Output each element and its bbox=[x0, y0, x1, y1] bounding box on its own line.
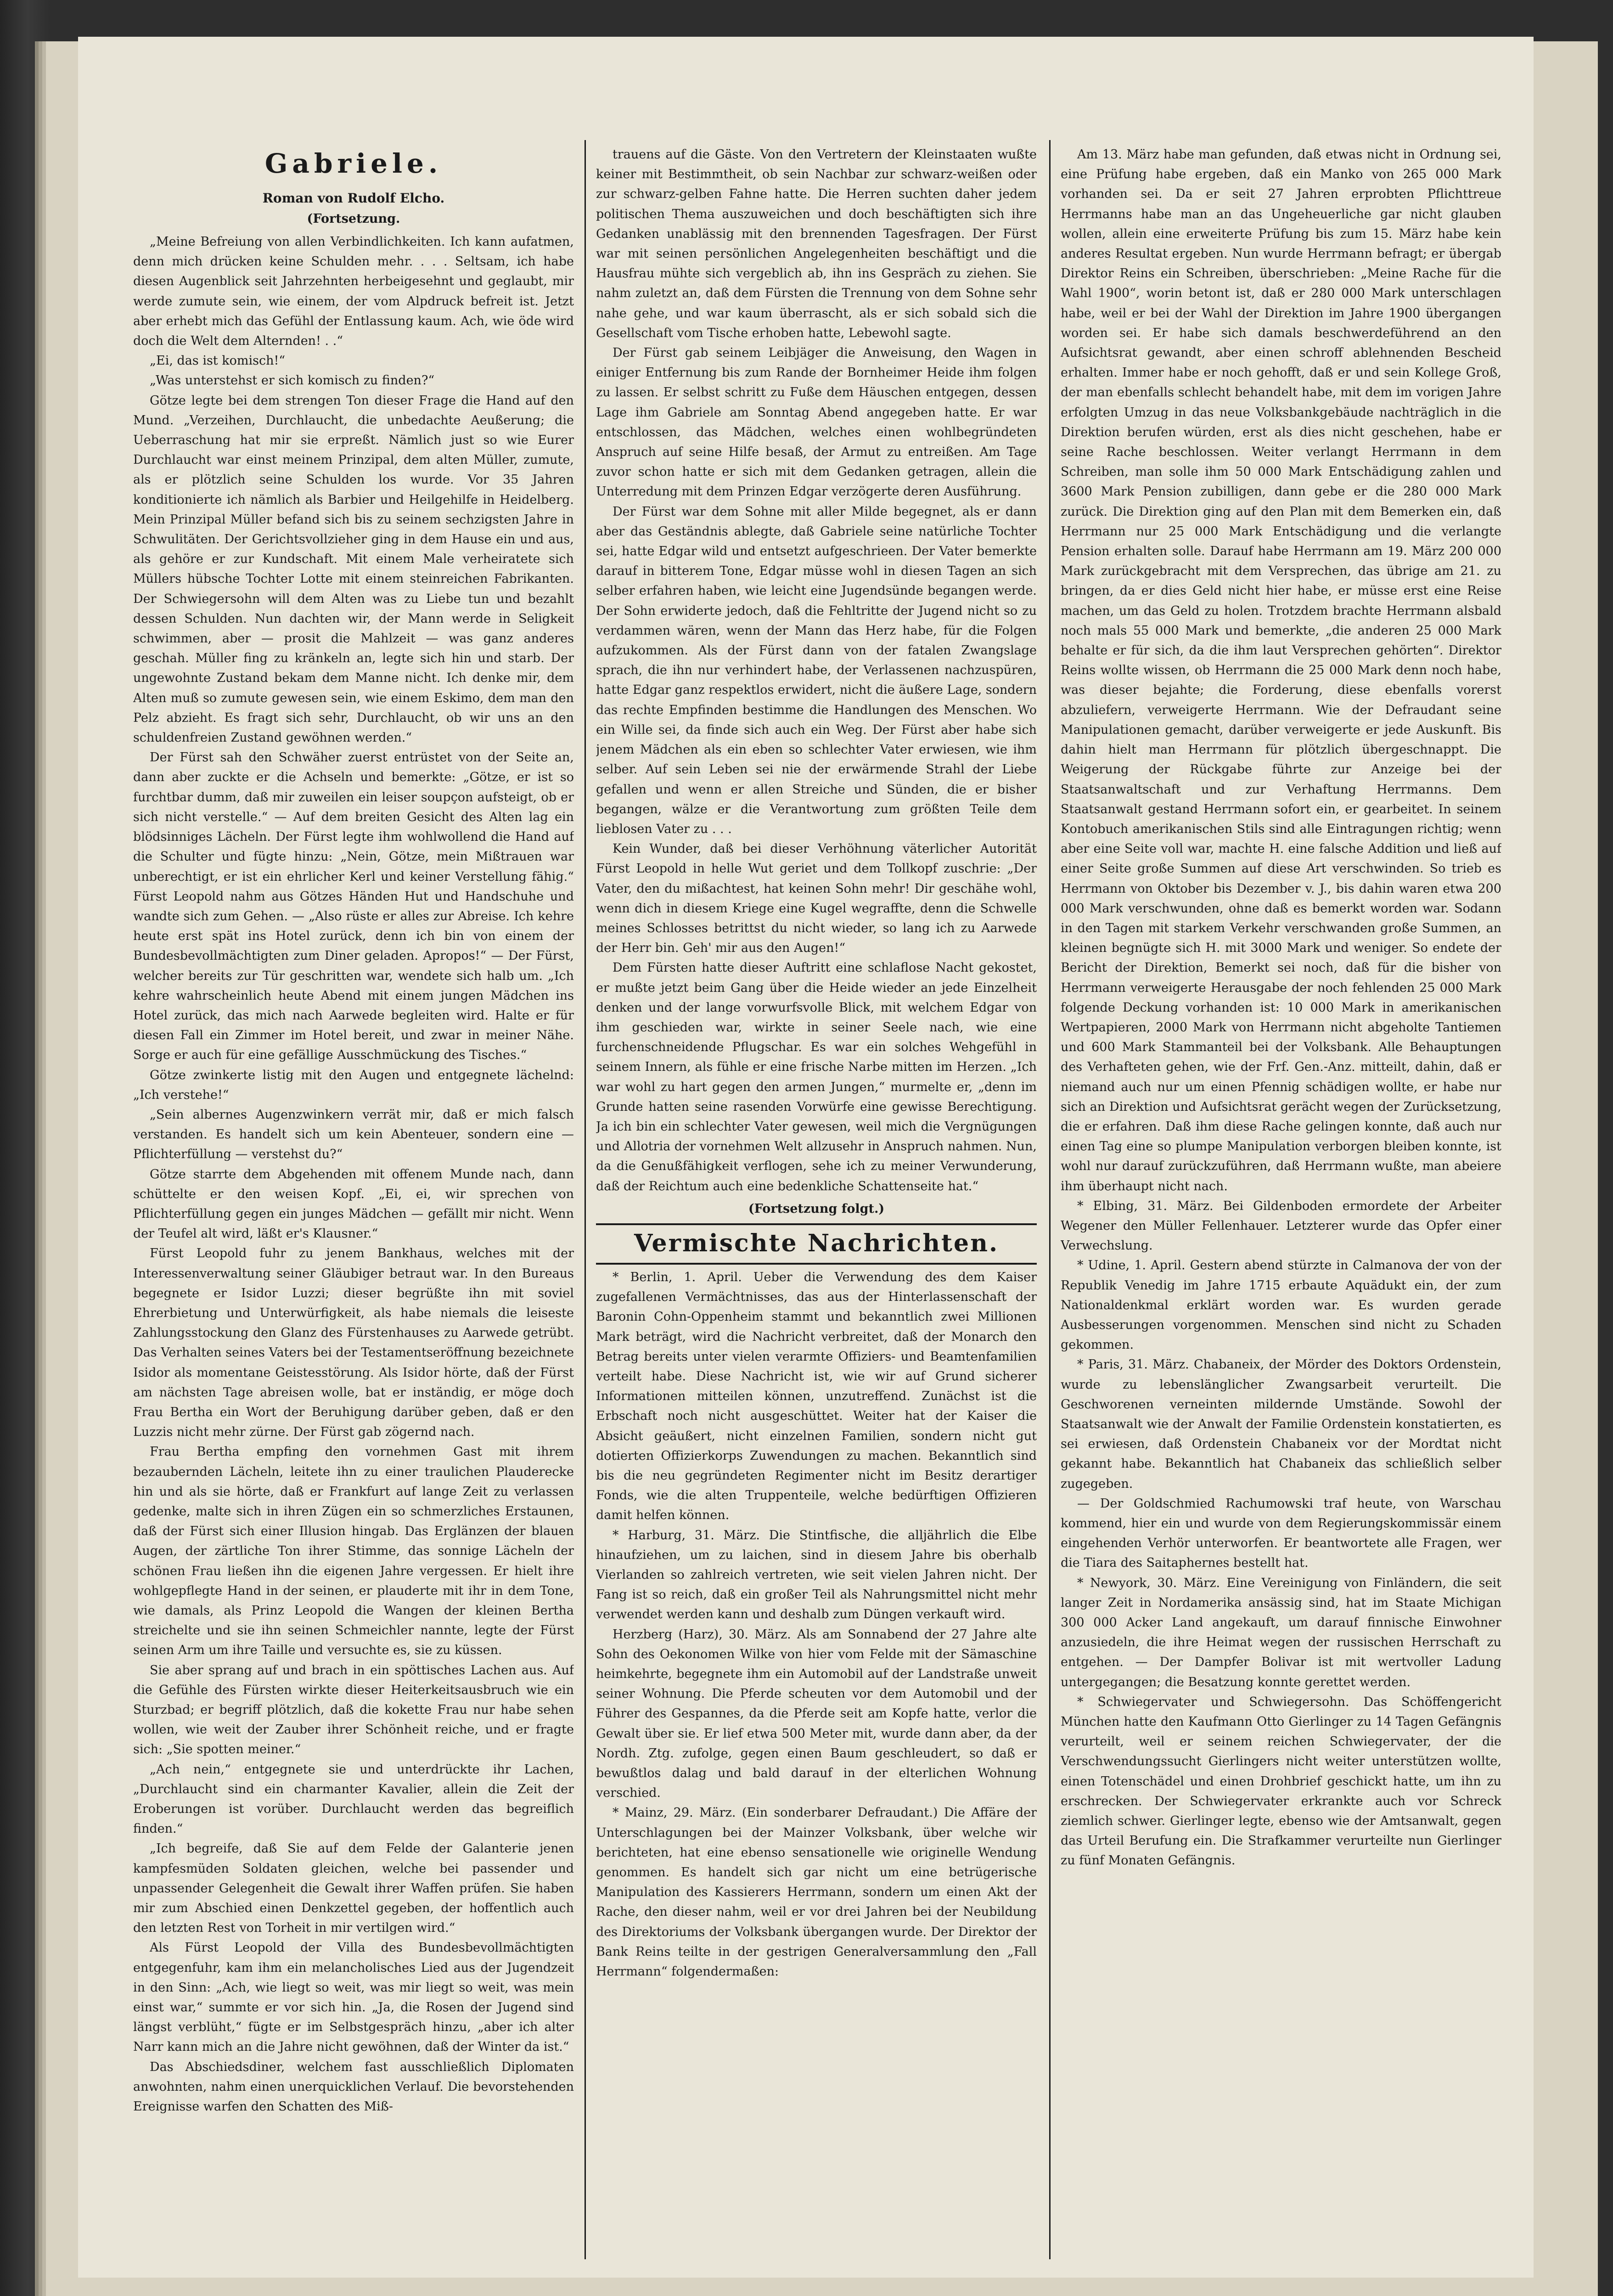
paragraph: Als Fürst Leopold der Villa des Bundesbevollmächtigten entgegenfuhr, kam ihm ein melancholisches Lied aus der Jugendzeit in den Sinn: „Ach, wie liegt so weit, was mir liegt so weit, was mein einst war,“ summte er vor sich hin. „Ja, die Rosen der Jugend sind längst verblüht,“ fügte er im Selbstgespräch hinzu, „aber ich alter Narr kann mich an die Jahre nicht gewöhnen, daß der Winter da ist.“ bbox=[133, 1941, 574, 2054]
paragraph: Götze zwinkerte listig mit den Augen und entgegnete lächelnd: „Ich verstehe!“ bbox=[133, 1068, 574, 1102]
serial-novel-text bbox=[133, 232, 574, 2259]
paragraph: trauens auf die Gäste. Von den Vertretern der Kleinstaaten wußte keiner mit Bestimmtheit, ob sein Nachbar zur schwarz-weißen oder zur schwarz-gelben Fahne hatte. Die Herren suchten daher jedem politischen Thema auszuweichen und doch beschäftigten sich ihre Gedanken unablässig mit den brennenden Tagesfragen. Der Fürst war mit seinen persönlichen Angelegenheiten beschäftigt und die Hausfrau mühte sich vergeblich ab, ihn ins Gespräch zu ziehen. Sie nahm zuletzt an, daß dem Fürsten die Trennung von dem Sohne sehr nahe gehe, und war kaum überrascht, als er sich sobald sich die Gesellschaft vom Tische erhoben hatte, Lebewohl sagte. bbox=[596, 147, 1037, 340]
paragraph: Sie aber sprang auf und brach in ein spöttisches Lachen aus. Auf die Gefühle des Fürsten wirkte dieser Heiterkeitsausbruch wie ein Sturzbad; er begriff plötzlich, daß die kokette Frau nur habe sehen wollen, wie weit der Zauber ihrer Schönheit reiche, und er fragte sich: „Sie spotten meiner.“ bbox=[133, 1663, 574, 1757]
paragraph: Dem Fürsten hatte dieser Auftritt eine schlaflose Nacht gekostet, er mußte jetzt beim Gang über die Heide wieder an jede Einzelheit denken und der lange vorwurfsvolle Blick, mit welchem Edgar von ihm geschieden war, wirkte in seiner Seele nach, wie eine furchenschneidende Pflugschar. Es war ein solches Wehgefühl in seinem Innern, als fühle er eine frische Narbe mitten im Herzen. „Ich war wohl zu hart gegen den armen Jungen,“ murmelte er, „denn im Grunde hatten seine rasenden Vorwürfe eine gewisse Berechtigung. Ja ich bin ein schlechter Vater gewesen, weil mich die Vergnügungen und Allotria der vornehmen Welt allzusehr in Anspruch nahmen. Nun, da die Genußfähigkeit verflogen, sehe ich zu meiner Verwunderung, daß der Reichtum auch eine bedenkliche Schattenseite hat.“ bbox=[596, 961, 1037, 1193]
column-rule bbox=[585, 140, 586, 2259]
paragraph: Götze legte bei dem strengen Ton dieser Frage die Hand auf den Mund. „Verzeihen, Durchlaucht, die unbedachte Aeußerung; die Ueberraschung hat mir sie erpreßt. Nämlich just so wie Eurer Durchlaucht war einst meinem Prinzipal, dem alten Müller, zumute, als er plötzlich seine Schulden los wurde. Vor 35 Jahren konditionierte ich nämlich als Barbier und Heilgehilfe in Heidelberg. Mein Prinzipal Müller befand sich bis zu seinem sechzigsten Jahre in Schwulitäten. Der Gerichtsvollzieher ging in dem Hause ein und aus, als gehöre er zur Kundschaft. Mit einem Male verheiratete sich Müllers hübsche Tochter Lotte mit einem steinreichen Fabrikanten. Der Schwiegersohn will dem Alten was zu Liebe tun und bezahlt dessen Schulden. Nun dachten wir, der Mann werde in Seligkeit schwimmen, aber — prosit die Mahlzeit — was ganz anderes geschah. Müller fing zu kränkeln an, legte sich hin und starb. Der ungewohnte Zustand bekam dem Manne nicht. Ich denke mir, dem Alten muß so zumute gewesen sein, wie einem Eskimo, dem man den Pelz abzieht. Es fragt sich sehr, Durchlaucht, ob wir uns an den schuldenfreien Zustand gewöhnen werden.“ bbox=[133, 393, 574, 745]
news-item: * Udine, 1. April. Gestern abend stürzte in Calmanova der von der Republik Venedig im Jahre 1715 erbaute Aquädukt ein, der zum Nationaldenkmal erklärt worden war. Es wurden gerade Ausbesserungen vorgenommen. Menschen sind nicht zu Schaden gekommen. bbox=[1061, 1258, 1501, 1352]
column-1 bbox=[133, 148, 574, 2259]
column-rule bbox=[1049, 140, 1051, 2259]
news-item: * Schwiegervater und Schwiegersohn. Das Schöffengericht München hatte den Kaufmann Otto Gierlinger zu 14 Tagen Gefängnis verurteilt, weil er seinem reichen Schwiegervater, der die Verschwendungssucht Gierlingers nicht weiter unterstützen wollte, einen Totenschädel und einen Drohbrief geschickt hatte, um ihn zu erschrecken. Der Schwiegervater erkrankte auch vor Schreck ziemlich schwer. Gierlinger legte, ebenso wie der Amtsanwalt, gegen das Urteil Berufung ein. Die Strafkammer verurteilte nun Gierlinger zu fünf Monaten Gefängnis. bbox=[1061, 1694, 1501, 1868]
newspaper-page bbox=[78, 37, 1534, 2278]
paragraph: Frau Bertha empfing den vornehmen Gast mit ihrem bezaubernden Lächeln, leitete ihn zu einer traulichen Plauderecke hin und als sie hörte, daß er Frankfurt auf lange Zeit zu verlassen gedenke, malte sich in ihren Zügen ein so schmerzliches Erstaunen, daß der Fürst sich einer Illusion hingab. Das Erglänzen der blauen Augen, der zärtliche Ton ihrer Stimme, das sonnige Lächeln der schönen Frau ließen ihn die eigenen Jahre vergessen. Er hielt ihre wohlgepflegte Hand in der seinen, er plauderte mit ihr in dem Tone, wie damals, als Prinz Leopold die Wangen der kleinen Bertha streichelte und sie ihn seinen Schmeichler nannte, legte der Fürst seinen Arm um ihre Taille und versuchte es, sie zu küssen. bbox=[133, 1445, 574, 1658]
paragraph: Das Abschiedsdiner, welchem fast ausschließlich Diplomaten anwohnten, nahm einen unerquicklichen Verlauf. Die bevorstehenden Ereignisse warfen den Schatten des Miß- bbox=[133, 2060, 574, 2114]
paragraph: „Ei, das ist komisch!“ bbox=[150, 354, 286, 368]
paragraph: „Ich begreife, daß Sie auf dem Felde der Galanterie jenen kampfesmüden Soldaten gleichen, welche bei passender und unpassender Gelegenheit die Gewalt ihrer Waffen prüfen. Sie haben mir zum Abschied einen Denkzettel gegeben, der hoffentlich auch den letzten Rest von Torheit in mir vertilgen wird.“ bbox=[133, 1841, 574, 1936]
paragraph: Der Fürst gab seinem Leibjäger die Anweisung, den Wagen in einiger Entfernung bis zum Rande der Bornheimer Heide ihm folgen zu lassen. Er selbst schritt zu Fuße dem Häuschen entgegen, dessen Lage ihm Gabriele am Sonntag Abend angegeben hatte. Er war entschlossen, das Mädchen, welches einen wohlbegründeten Anspruch auf seine Hilfe besaß, der Armut zu entreißen. Am Tage zuvor schon hatte er sich mit dem Gedanken getragen, allein die Unterredung mit dem Prinzen Edgar verzögerte deren Ausführung. bbox=[596, 346, 1037, 499]
news-item: Am 13. März habe man gefunden, daß etwas nicht in Ordnung sei, eine Prüfung habe ergeben, daß ein Manko von 265 000 Mark vorhanden sei. Da er seit 27 Jahren erprobten Pflichttreue Herrmanns habe man an das Ungeheuerliche gar nicht glauben wollen, allein eine erweiterte Prüfung bis zum 15. März habe kein anderes Resultat ergeben. Nun wurde Herrmann befragt; er übergab Direktor Reins ein Schreiben, überschrieben: „Meine Rache für die Wahl 1900“, worin betont ist, daß er 280 000 Mark unterschlagen habe, weil er bei der Wahl der Direktion im Jahre 1900 übergangen worden sei. Er habe sich damals beschwerdeführend an den Aufsichtsrat gewandt, aber einen schroff ablehnenden Bescheid erhalten. Immer habe er noch gehofft, daß er und sein Kollege Groß, der man ebenfalls schlecht behandelt habe, mit dem im vorigen Jahre erfolgten Umzug in das neue Volksbankgebäude nachträglich in die Direktion berufen würden, erst als dies nicht geschehen, habe er seine Rache beschlossen. Weiter verlangt Herrmann in dem Schreiben, man solle ihm 50 000 Mark Entschädigung zahlen und 3600 Mark Pension zubilligen, dann gebe er die 280 000 Mark zurück. Die Direktion ging auf den Plan mit dem Bemerken ein, daß Herrmann nur 25 000 Mark Entschädigung und die verlangte Pension erhalten solle. Darauf habe Herrmann am 19. März 200 000 Mark zurückgebracht mit dem Versprechen, das übrige am 21. zu bringen, da er dies Geld nicht hier habe, er müsse erst eine Reise machen, um das Geld zu holen. Trotzdem brachte Herrmann alsbald noch mals 55 000 Mark und bemerkte, „die anderen 25 000 Mark behalte er für sich, da die ihm laut Versprechen gehörten“. Direktor Reins wollte wissen, ob Herrmann die 25 000 Mark denn noch habe, was dieser bejahte; die Forderung, diese ebenfalls vorerst abzuliefern, verweigerte Herrmann. Wie der Defraudant seine Manipulationen gemacht, darüber verweigerte er jede Auskunft. Bis dahin hielt man Herrmann für plötzlich übergeschnappt. Die Weigerung der Rückgabe führte zur Anzeige bei der Staatsanwaltschaft und zur Verhaftung Herrmanns. Dem Staatsanwalt gestand Herrmann sofort ein, er gearbeitet. In seinem Kontobuch amerikanischen Stils sind alle Eintragungen richtig; wenn aber eine Seite voll war, machte H. eine falsche Addition und ließ auf einer Seite große Summen auf diese Art verschwinden. So trieb es Herrmann von Oktober bis Dezember v. J., bis dahin waren etwa 200 000 Mark verschwunden, ohne daß es bemerkt worden war. Sodann in den Tagen mit starkem Verkehr verschwanden große Summen, an kleinen begnügte sich H. mit 3000 Mark und weniger. So endete der Bericht der Direktion, Bemerkt sei noch, daß für die bisher von Herrmann verweigerte Herausgabe der noch fehlenden 25 000 Mark folgende Deckung vorhanden ist: 10 000 Mark in amerikanischen Wertpapieren, 2000 Mark von Herrmann nicht abgeholte Tantiemen und 600 Mark Stammanteil bei der Volksbank. Alle Behauptungen des Verhafteten gehen, wie der Frf. Gen.-Anz. mitteilt, dahin, daß er niemand auch nur um einen Pfennig schädigen wollte, er habe nur sich an Direktion und Aufsichtsrat gerächt wegen der Zurücksetzung, die er erfahren. Daß ihm diese Rache gelingen konnte, daß auch nur einen Tag eine so plumpe Manipulation verborgen bleiben konnte, ist wohl nur darauf zurückzuführen, daß Herrmann wußte, man abeiere ihm überhaupt nicht nach. bbox=[1061, 147, 1501, 1193]
news-item: * Newyork, 30. März. Eine Vereinigung von Finländern, die seit langer Zeit in Nordamerika ansässig sind, hat im Staate Michigan 300 000 Acker Land angekauft, um darauf finnische Einwohner anzusiedeln, die ihre Heimat wegen der russischen Herrschaft zu entgehen. — Der Dampfer Bolivar ist mit wertvoller Ladung untergegangen; die Besatzung konnte gerettet werden. bbox=[1061, 1576, 1501, 1689]
news-item: * Berlin, 1. April. Ueber die Verwendung des dem Kaiser zugefallenen Vermächtnisses, das aus der Hinterlassenschaft der Baronin Cohn-Oppenheim stammt und bekanntlich zwei Millionen Mark beträgt, wird die Nachricht verbreitet, daß der Monarch den Betrag bereits unter vielen verarmte Offiziers- und Beamtenfamilien verteilt habe. Diese Nachricht ist, wie wir auf Grund sicherer Informationen mitteilen können, unzutreffend. Zunächst ist die Erbschaft noch nicht ausgeschüttet. Weiter hat der Kaiser die Absicht geäußert, nicht einzelnen Familien, sondern nicht gut dotierten Offizierkorps Zuwendungen zu machen. Bekanntlich sind bis die neu gegründeten Regimenter nicht im Besitz derartiger Fonds, wie die alten Truppenteile, welche bedürftigen Offizieren damit helfen können. bbox=[596, 1270, 1037, 1523]
news-item: * Mainz, 29. März. (Ein sonderbarer Defraudant.) Die Affäre der Unterschlagungen bei der Mainzer Volksbank, über welche wir berichteten, hat eine ebenso sensationelle wie originelle Wendung genommen. Es handelt sich gar nicht um eine betrügerische Manipulation des Kassierers Herrmann, sondern um einen Akt der Rache, den dieser nahm, weil er vor drei Jahren bei der Neubildung des Direktoriums der Volksbank übergangen wurde. Der Direktor der Bank Reins teilte in der gestrigen Generalversammlung den „Fall Herrmann“ folgendermaßen: bbox=[596, 1806, 1037, 1979]
paragraph: „Meine Befreiung von allen Verbindlichkeiten. Ich kann aufatmen, denn mich drücken keine Schulden mehr. . . . Seltsam, ich habe diesen Augenblick seit Jahrzehnten herbeigesehnt und geglaubt, mir werde zumute sein, wie einem, der vom Alpdruck befreit ist. Jetzt aber erhebt mich das Gefühl der Entlassung kaum. Ach, wie öde wird doch die Welt dem Alternden! . .“ bbox=[133, 235, 574, 349]
article-title: Gabriele. bbox=[264, 148, 443, 179]
news-item: * Harburg, 31. März. Die Stintfische, die alljährlich die Elbe hinaufziehen, um zu laichen, sind in diesem Jahre bis oberhalb Vierlanden so zahlreich vertreten, wie seit vielen Jahren nicht. Der Fang ist so reich, daß ein großer Teil als Nahrungsmittel nicht mehr verwendet werden kann und deshalb zum Düngen verkauft wird. bbox=[596, 1528, 1037, 1622]
news-item: Herzberg (Harz), 30. März. Als am Sonnabend der 27 Jahre alte Sohn des Oekonomen Wilke von hier vom Felde mit der Sämaschine heimkehrte, begegnete ihm ein Automobil auf der Landstraße unweit seiner Wohnung. Die Pferde scheuten vor dem Automobil und der Führer des Gespannes, da die Pferde seit am Kopfe hatte, verlor die Gewalt über sie. Er lief etwa 500 Meter mit, wurde dann aber, da der Nordh. Ztg. zufolge, gegen einen Baum geschleudert, so daß er bewußtlos dalag und bald darauf in der elterlichen Wohnung verschied. bbox=[596, 1627, 1037, 1801]
paragraph: Der Fürst war dem Sohne mit aller Milde begegnet, als er dann aber das Geständnis ablegte, daß Gabriele seine natürliche Tochter sei, hatte Edgar wild und entsetzt aufgeschrieen. Der Vater bemerkte darauf in bitterem Tone, Edgar müsse wohl in diesen Tagen an sich selber erfahren haben, wie leicht eine Jugendsünde begangen werde. Der Sohn erwiderte jedoch, daß die Fehltritte der Jugend nicht so zu verdammen wären, wenn der Mann das Herz habe, für die Folgen aufzukommen. Als der Fürst dann von der fatalen Zwangslage sprach, die ihn nur verhindert habe, der Verlassenen nachzuspüren, hatte Edgar ganz respektlos erwidert, nicht die äußere Lage, sondern das rechte Empfinden bestimme die Handlungen des Menschen. Wo ein Wille sei, da finde sich auch ein Weg. Der Fürst aber habe sich jenem Mädchen als ein eben so schlechter Vater erwiesen, wie ihm selber. Auf sein Leben sei nie der erwärmende Strahl der Liebe gefallen und wenn er allen Streiche und Sünden, die er bisher begangen, wälze er die Verantwortung zum größten Teile dem lieblosen Vater zu . . . bbox=[596, 504, 1037, 836]
paragraph: „Ach nein,“ entgegnete sie und unterdrückte ihr Lachen, „Durchlaucht sind ein charmanter Kavalier, allein die Zeit der Eroberungen ist vorüber. Durchlaucht werden das begreiflich finden.“ bbox=[133, 1762, 574, 1836]
paragraph: „Sein albernes Augenzwinkern verrät mir, daß er mich falsch verstanden. Es handelt sich um kein Abenteuer, sondern eine — Pflichterfüllung — verstehst du?“ bbox=[133, 1107, 574, 1162]
column-2 bbox=[596, 145, 1037, 2259]
news-item: — Der Goldschmied Rachumowski traf heute, von Warschau kommend, hier ein und wurde von dem Regierungskommissär einem eingehenden Verhör unterworfen. Er beantwortete alle Fragen, wer die Tiara des Saitaphernes bestellt hat. bbox=[1061, 1496, 1501, 1570]
paragraph: Kein Wunder, daß bei dieser Verhöhnung väterlicher Autorität Fürst Leopold in helle Wut geriet und dem Tollkopf zuschrie: „Der Vater, den du mißachtest, hat keinen Sohn mehr! Dir geschähe wohl, wenn dich in diesem Kriege eine Kugel wegraffte, denn die Schwelle meines Schlosses betrittst du nicht wieder, so lang ich zu Aarwede der Herr bin. Geh' mir aus den Augen!“ bbox=[596, 842, 1037, 956]
article-author: Roman von Rudolf Elcho. bbox=[262, 191, 445, 206]
paragraph: Fürst Leopold fuhr zu jenem Bankhaus, welches mit der Interessenverwaltung seiner Gläubiger betraut war. In den Bureaus begegnete er Isidor Luzzi; dieser begrüßte ihn mit soviel Ehrerbietung und Unterwürfigkeit, als habe niemals die leiseste Zahlungsstockung den Glanz des Fürstenhauses zu Aarwede getrübt. Das Verhalten seines Vaters bei der Testamentseröffnung bezeichnete Isidor als momentane Geistesstörung. Als Isidor hörte, daß der Fürst am nächsten Tage abreisen wolle, bat er inständig, er möge doch Frau Bertha ein Wort der Beruhigung darüber geben, daß er den Luzzis nicht mehr zürne. Der Fürst gab zögernd nach. bbox=[133, 1246, 574, 1440]
news-item: * Paris, 31. März. Chabaneix, der Mörder des Doktors Ordenstein, wurde zu lebenslänglicher Zwangsarbeit verurteilt. Die Geschworenen verneinten mildernde Umstände. Sowohl der Staatsanwalt wie der Anwalt der Familie Ordenstein konstatierten, es sei erwiesen, daß Ordenstein Chabaneix vor der Mordtat nicht gekannt habe. Bekanntlich hat Chabaneix das schließlich selber zugegeben. bbox=[1061, 1357, 1501, 1491]
section-divider bbox=[596, 1263, 1037, 1265]
paragraph: Götze starrte dem Abgehenden mit offenem Munde nach, dann schüttelte er den weisen Kopf. „Ei, ei, wir sprechen von Pflichterfüllung gegen ein junges Mädchen — gefällt mir nicht. Wenn der Teufel alt wird, läßt er's Klausner.“ bbox=[133, 1167, 574, 1241]
section-heading: Vermischte Nachrichten. bbox=[634, 1229, 999, 1257]
column-3 bbox=[1061, 145, 1501, 2259]
article-continuation: (Fortsetzung. bbox=[307, 212, 400, 226]
paragraph: Der Fürst sah den Schwäher zuerst entrüstet von der Seite an, dann aber zuckte er die Achseln und bemerkte: „Götze, er ist so furchtbar dumm, daß mir zuweilen ein leiser soupçon aufsteigt, ob er sich nicht verstelle.“ — Auf dem breiten Gesicht des Alten lag ein blödsinniges Lächeln. Der Fürst legte ihm wohlwollend die Hand auf die Schulter und fügte hinzu: „Nein, Götze, mein Mißtrauen war unberechtigt, er ist ein ehrlicher Kerl und keiner Verstellung fähig.“ Fürst Leopold nahm aus Götzes Händen Hut und Handschuhe und wandte sich zum Gehen. — „Also rüste er alles zur Abreise. Ich kehre heute erst spät ins Hotel zurück, denn ich bin von einem der Bundesbevollmächtigten zum Diner geladen. Apropos!“ — Der Fürst, welcher bereits zur Tür geschritten war, wendete sich halb um. „Ich kehre wahrscheinlich heute Abend mit einem jungen Mädchen ins Hotel zurück, das mich nach Aarwede begleiten wird. Halte er für diesen Fall ein Zimmer im Hotel bereit, und zwar in meiner Nähe. Sorge er auch für eine gefällige Ausschmückung des Tisches.“ bbox=[133, 750, 574, 1063]
news-item: * Elbing, 31. März. Bei Gildenboden ermordete der Arbeiter Wegener den Müller Fellenhauer. Letzterer wurde das Opfer einer Verwechslung. bbox=[1061, 1199, 1501, 1253]
continued-note: (Fortsetzung folgt.) bbox=[748, 1201, 885, 1216]
paragraph: „Was unterstehst er sich komisch zu finden?“ bbox=[150, 373, 435, 388]
section-divider bbox=[596, 1223, 1037, 1225]
